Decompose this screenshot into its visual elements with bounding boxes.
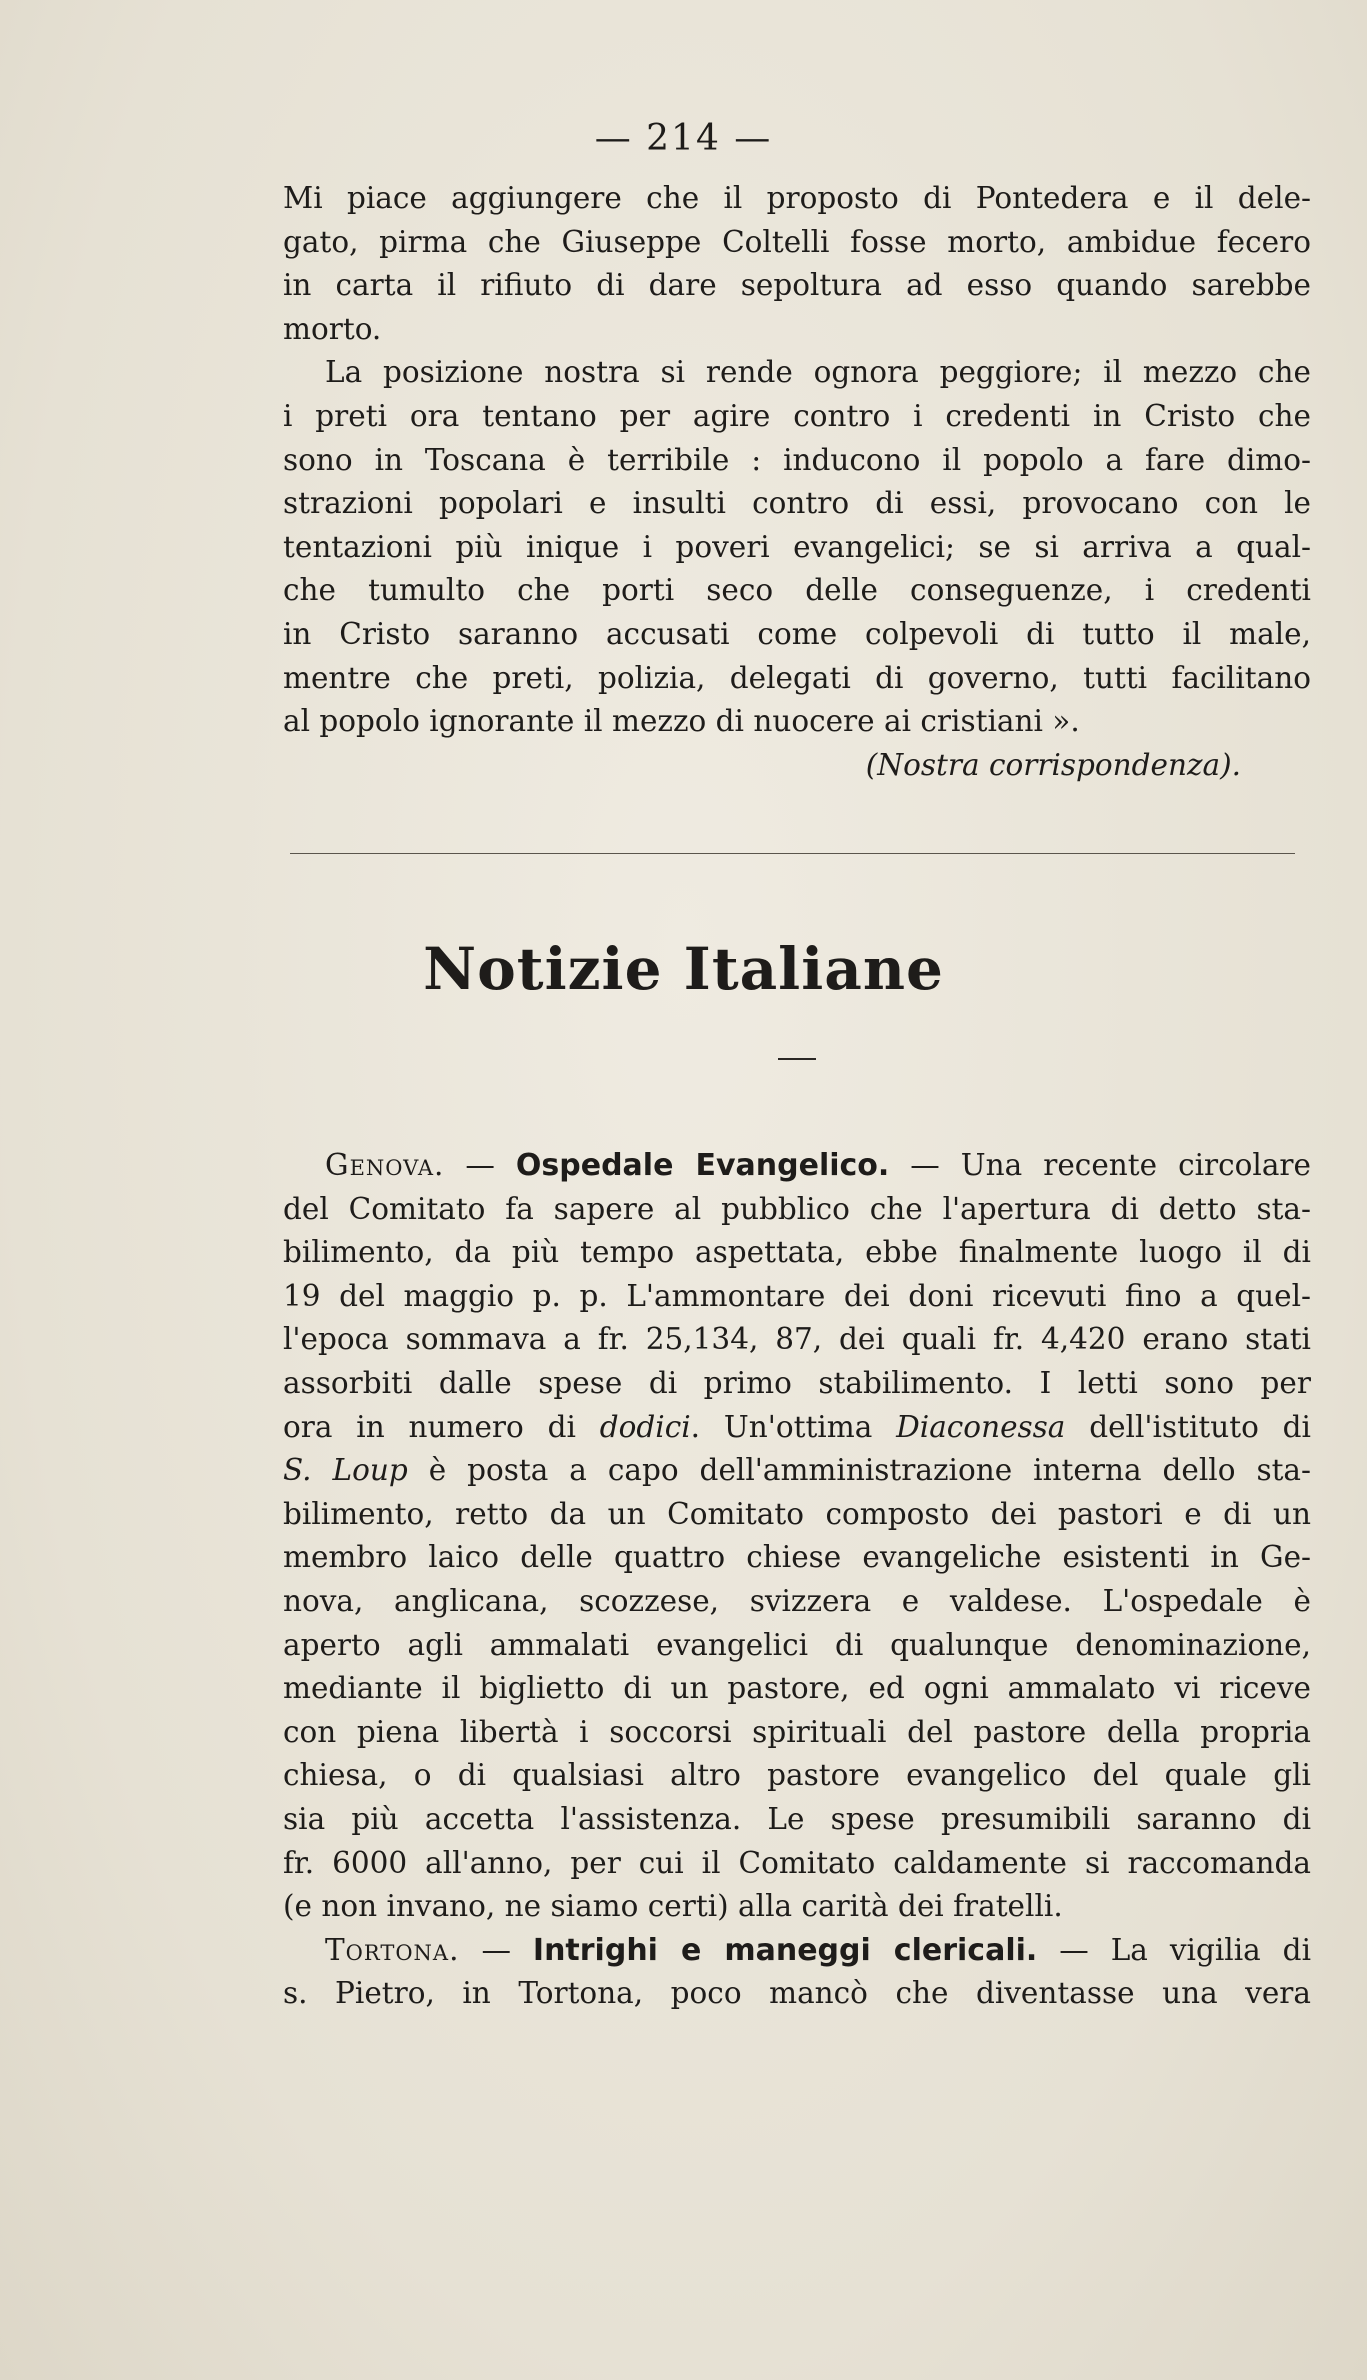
tortona-heading: Intrighi e maneggi clericali.	[532, 1932, 1038, 1968]
tortona-place: Tortona.	[325, 1932, 460, 1967]
genova-heading: Ospedale Evangelico.	[515, 1148, 890, 1183]
letter-line: i preti ora tentano per agire contro i credenti in Cristo che	[283, 398, 1311, 433]
article-line: 19 del maggio p. p. L'ammontare dei doni ricevuti fino a quel-	[283, 1278, 1311, 1313]
letter-line: morto.	[283, 311, 382, 346]
genova-article	[283, 1144, 1311, 2016]
page-number: — 214 —	[594, 118, 773, 159]
article-line: s. Pietro, in Tortona, poco mancò che diventasse una vera	[283, 1976, 1311, 2011]
article-line: chiesa, o di qualsiasi altro pastore evangelico del quale gli	[283, 1758, 1311, 1793]
letter-line: in Cristo saranno accusati come colpevoli di tutto il male,	[283, 616, 1311, 651]
letter-line: in carta il rifiuto di dare sepoltura ad esso quando sarebbe	[283, 268, 1311, 303]
article-line: bilimento, da più tempo aspettata, ebbe finalmente luogo il di	[283, 1235, 1311, 1270]
letter-signature: (Nostra corrispondenza).	[865, 747, 1241, 782]
letter-line: mentre che preti, polizia, delegati di governo, tutti facilitano	[283, 660, 1311, 695]
article-line: (e non invano, ne siamo certi) alla carità dei fratelli.	[283, 1889, 1063, 1924]
section-divider	[290, 853, 1295, 854]
article-line: bilimento, retto da un Comitato composto dei pastori e di un	[283, 1496, 1311, 1531]
letter-line: La posizione nostra si rende ognora peggiore; il mezzo che	[325, 355, 1311, 390]
article-line: con piena libertà i soccorsi spirituali del pastore della propria	[283, 1714, 1311, 1749]
article-line: nova, anglicana, scozzese, svizzera e valdese. L'ospedale è	[283, 1583, 1311, 1618]
letter-line: strazioni popolari e insulti contro di essi, provocano con le	[283, 486, 1311, 521]
title-dash	[778, 1058, 816, 1060]
letter-line: gato, pirma che Giuseppe Coltelli fosse morto, ambidue fecero	[283, 224, 1311, 259]
article-line: aperto agli ammalati evangelici di qualunque denominazione,	[283, 1627, 1311, 1662]
article-line: sia più accetta l'assistenza. Le spese presumibili saranno di	[283, 1801, 1311, 1836]
article-line: ora in numero di dodici. Un'ottima Diaconessa dell'istituto di	[283, 1409, 1311, 1444]
letter-line: al popolo ignorante il mezzo di nuocere ai cristiani ».	[283, 704, 1080, 739]
article-line: assorbiti dalle spese di primo stabilimento. I letti sono per	[283, 1365, 1311, 1400]
genova-first-line: Genova. — Ospedale Evangelico. — Una recente circolare	[325, 1148, 1311, 1183]
letter-line: tentazioni più inique i poveri evangelici; se si arriva a qual-	[283, 529, 1311, 564]
letter-line: Mi piace aggiungere che il proposto di Pontedera e il dele-	[283, 181, 1311, 215]
article-line: mediante il biglietto di un pastore, ed ogni ammalato vi riceve	[283, 1671, 1311, 1706]
letter-line: sono in Toscana è terribile : inducono il popolo a fare dimo-	[283, 442, 1311, 477]
article-line: S. Loup è posta a capo dell'amministrazione interna dello sta-	[283, 1453, 1311, 1488]
section-title: Notizie Italiane	[423, 935, 944, 1003]
letter-excerpt	[283, 177, 1311, 787]
article-line: membro laico delle quattro chiese evangeliche esistenti in Ge-	[283, 1540, 1311, 1575]
article-line: fr. 6000 all'anno, per cui il Comitato caldamente si raccomanda	[283, 1845, 1311, 1880]
article-line: l'epoca sommava a fr. 25,134, 87, dei quali fr. 4,420 erano stati	[283, 1322, 1311, 1357]
letter-line: che tumulto che porti seco delle conseguenze, i credenti	[283, 573, 1311, 608]
article-line: del Comitato fa sapere al pubblico che l'apertura di detto sta-	[283, 1191, 1311, 1226]
genova-place: Genova.	[325, 1148, 445, 1182]
tortona-first-line: Tortona. — Intrighi e maneggi clericali. — La vigilia di	[325, 1932, 1311, 1968]
